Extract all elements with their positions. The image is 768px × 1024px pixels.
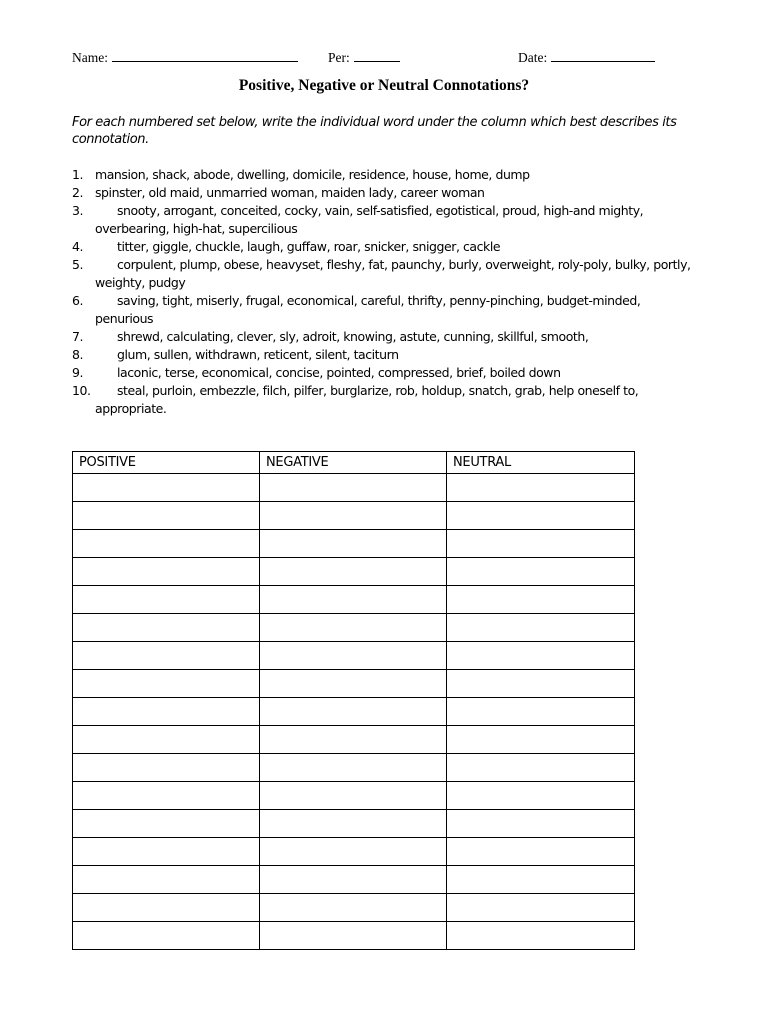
table-row bbox=[73, 838, 635, 866]
table-row bbox=[73, 866, 635, 894]
word-set-item bbox=[72, 202, 692, 238]
word-set-number: 2. bbox=[72, 185, 84, 200]
date-blank[interactable] bbox=[551, 47, 655, 62]
word-set-item bbox=[72, 328, 692, 346]
cell-neutral[interactable] bbox=[447, 670, 635, 698]
word-set-item bbox=[72, 382, 692, 418]
word-set-number: 3. bbox=[72, 203, 84, 218]
cell-negative[interactable] bbox=[260, 754, 447, 782]
word-set-number: 4. bbox=[72, 239, 84, 254]
table-row bbox=[73, 754, 635, 782]
word-set-words: titter, giggle, chuckle, laugh, guffaw, roar, snicker, snigger, cackle bbox=[117, 239, 501, 254]
table-row bbox=[73, 586, 635, 614]
cell-negative[interactable] bbox=[260, 894, 447, 922]
cell-positive[interactable] bbox=[73, 810, 260, 838]
cell-negative[interactable] bbox=[260, 810, 447, 838]
cell-negative[interactable] bbox=[260, 726, 447, 754]
table-row bbox=[73, 474, 635, 502]
cell-negative[interactable] bbox=[260, 558, 447, 586]
table-row bbox=[73, 810, 635, 838]
word-set-number: 5. bbox=[72, 257, 84, 272]
word-set-number: 1. bbox=[72, 167, 84, 182]
word-set-words: laconic, terse, economical, concise, pointed, compressed, brief, boiled down bbox=[117, 365, 561, 380]
cell-neutral[interactable] bbox=[447, 502, 635, 530]
table-row bbox=[73, 530, 635, 558]
cell-negative[interactable] bbox=[260, 922, 447, 950]
cell-negative[interactable] bbox=[260, 838, 447, 866]
table-row bbox=[73, 726, 635, 754]
cell-neutral[interactable] bbox=[447, 530, 635, 558]
word-set-number: 9. bbox=[72, 365, 84, 380]
cell-positive[interactable] bbox=[73, 894, 260, 922]
cell-neutral[interactable] bbox=[447, 726, 635, 754]
table-row bbox=[73, 698, 635, 726]
period-field bbox=[328, 47, 400, 67]
table-row bbox=[73, 614, 635, 642]
cell-positive[interactable] bbox=[73, 782, 260, 810]
cell-neutral[interactable] bbox=[447, 698, 635, 726]
word-set-words: shrewd, calculating, clever, sly, adroit, knowing, astute, cunning, skillful, smooth, bbox=[117, 329, 589, 344]
name-field bbox=[72, 47, 298, 67]
date-field bbox=[518, 47, 655, 67]
table-body bbox=[73, 474, 635, 950]
per-blank[interactable] bbox=[354, 47, 400, 62]
name-blank[interactable] bbox=[112, 47, 298, 62]
cell-positive[interactable] bbox=[73, 754, 260, 782]
connotation-table bbox=[72, 451, 635, 950]
word-set-words: glum, sullen, withdrawn, reticent, silent, taciturn bbox=[117, 347, 399, 362]
cell-positive[interactable] bbox=[73, 838, 260, 866]
word-set-number: 8. bbox=[72, 347, 84, 362]
cell-negative[interactable] bbox=[260, 698, 447, 726]
word-set-number: 6. bbox=[72, 293, 84, 308]
cell-positive[interactable] bbox=[73, 866, 260, 894]
word-set-words: mansion, shack, abode, dwelling, domicile, residence, house, home, dump bbox=[95, 167, 530, 182]
word-set-number: 10. bbox=[72, 383, 91, 398]
table-row bbox=[73, 894, 635, 922]
cell-neutral[interactable] bbox=[447, 754, 635, 782]
word-set-item bbox=[72, 184, 692, 202]
word-set-words: snooty, arrogant, conceited, cocky, vain, self-satisfied, egotistical, proud, high-and mighty, overbearing, high-hat, supercilious bbox=[95, 203, 644, 236]
word-set-item bbox=[72, 166, 692, 184]
cell-positive[interactable] bbox=[73, 614, 260, 642]
name-label: Name: bbox=[72, 50, 108, 65]
cell-positive[interactable] bbox=[73, 502, 260, 530]
column-header-negative: NEGATIVE bbox=[260, 452, 447, 474]
cell-positive[interactable] bbox=[73, 922, 260, 950]
word-set-item bbox=[72, 292, 692, 328]
word-set-words: corpulent, plump, obese, heavyset, fleshy, fat, paunchy, burly, overweight, roly-poly, bulky, portly, weighty, pudgy bbox=[95, 257, 691, 290]
column-header-neutral: NEUTRAL bbox=[447, 452, 635, 474]
table-row bbox=[73, 670, 635, 698]
word-set-words: steal, purloin, embezzle, filch, pilfer, burglarize, rob, holdup, snatch, grab, help oneself to, appropriate. bbox=[95, 383, 639, 416]
word-set-list bbox=[72, 166, 692, 418]
word-set-words: saving, tight, miserly, frugal, economical, careful, thrifty, penny-pinching, budget-minded, penurious bbox=[95, 293, 641, 326]
cell-negative[interactable] bbox=[260, 642, 447, 670]
table-header-row bbox=[73, 452, 635, 474]
cell-neutral[interactable] bbox=[447, 782, 635, 810]
cell-positive[interactable] bbox=[73, 558, 260, 586]
table-row bbox=[73, 782, 635, 810]
instructions-text: For each numbered set below, write the individual word under the column which best describes its connotation. bbox=[72, 115, 677, 147]
cell-neutral[interactable] bbox=[447, 838, 635, 866]
cell-neutral[interactable] bbox=[447, 866, 635, 894]
cell-positive[interactable] bbox=[73, 474, 260, 502]
cell-neutral[interactable] bbox=[447, 474, 635, 502]
column-header-positive: POSITIVE bbox=[73, 452, 260, 474]
word-set-item bbox=[72, 364, 692, 382]
cell-negative[interactable] bbox=[260, 782, 447, 810]
cell-neutral[interactable] bbox=[447, 614, 635, 642]
cell-negative[interactable] bbox=[260, 866, 447, 894]
worksheet-title: Positive, Negative or Neutral Connotations? bbox=[238, 77, 530, 94]
cell-positive[interactable] bbox=[73, 642, 260, 670]
cell-negative[interactable] bbox=[260, 614, 447, 642]
table-row bbox=[73, 502, 635, 530]
cell-positive[interactable] bbox=[73, 726, 260, 754]
cell-neutral[interactable] bbox=[447, 810, 635, 838]
cell-negative[interactable] bbox=[260, 530, 447, 558]
cell-neutral[interactable] bbox=[447, 558, 635, 586]
table-row bbox=[73, 642, 635, 670]
cell-neutral[interactable] bbox=[447, 586, 635, 614]
table-row bbox=[73, 558, 635, 586]
word-set-item bbox=[72, 346, 692, 364]
cell-positive[interactable] bbox=[73, 586, 260, 614]
cell-neutral[interactable] bbox=[447, 894, 635, 922]
word-set-words: spinster, old maid, unmarried woman, maiden lady, career woman bbox=[95, 185, 485, 200]
cell-positive[interactable] bbox=[73, 670, 260, 698]
cell-negative[interactable] bbox=[260, 670, 447, 698]
cell-neutral[interactable] bbox=[447, 922, 635, 950]
word-set-number: 7. bbox=[72, 329, 84, 344]
cell-negative[interactable] bbox=[260, 586, 447, 614]
per-label: Per: bbox=[328, 50, 350, 65]
cell-neutral[interactable] bbox=[447, 642, 635, 670]
cell-negative[interactable] bbox=[260, 502, 447, 530]
date-label: Date: bbox=[518, 50, 548, 65]
word-set-item bbox=[72, 238, 692, 256]
cell-positive[interactable] bbox=[73, 698, 260, 726]
table-row bbox=[73, 922, 635, 950]
cell-negative[interactable] bbox=[260, 474, 447, 502]
word-set-item bbox=[72, 256, 692, 292]
cell-positive[interactable] bbox=[73, 530, 260, 558]
